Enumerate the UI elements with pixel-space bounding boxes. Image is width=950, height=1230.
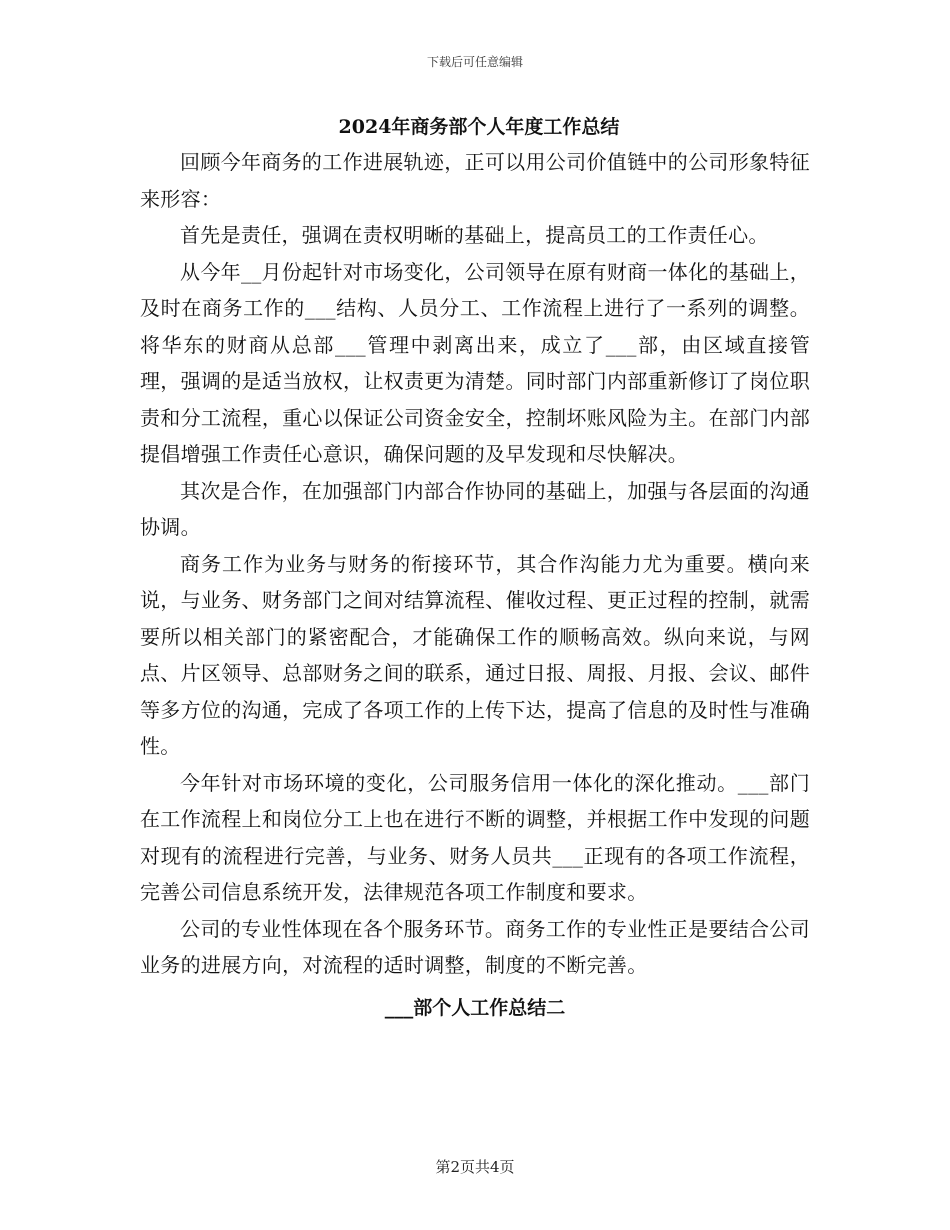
paragraph-professional: 公司的专业性体现在各个服务环节。商务工作的专业性正是要结合公司业务的进展方向，对流程的适时调整，制度的不断完善。 (140, 916, 810, 977)
section-subtitle: ___部个人工作总结二 (384, 996, 566, 1019)
document-title: 2024年商务部个人年度工作总结 (338, 116, 620, 138)
paragraph-intro: 回顾今年商务的工作进展轨迹，正可以用公司价值链中的公司形象特征来形容： (140, 150, 810, 211)
paragraph-adjustment: 从今年__月份起针对市场变化，公司领导在原有财商一体化的基础上，及时在商务工作的___结构、人员分工、工作流程上进行了一系列的调整。将华东的财商从总部___管理中剥离出来，成立了___部，由区域直接管理，强调的是适当放权，让权责更为清楚。同时部门内部重新修订了岗位职责和分工流程，重心以保证公司资金安全，控制坏账风险为主。在部门内部提倡增强工作责任心意识，确保问题的及早发现和尽快解决。 (140, 259, 810, 466)
paragraph-cooperation: 其次是合作，在加强部门内部合作协同的基础上，加强与各层面的沟通协调。 (140, 478, 810, 539)
page-number: 第2页共4页 (435, 1158, 515, 1176)
document-body (140, 112, 810, 1026)
paragraph-process: 今年针对市场环境的变化，公司服务信用一体化的深化推动。___部门在工作流程上和岗位分工上也在进行不断的调整，并根据工作中发现的问题对现有的流程进行完善，与业务、财务人员共___正现有的各项工作流程，完善公司信息系统开发，法律规范各项工作制度和要求。 (140, 770, 810, 904)
paragraph-responsibility: 首先是责任，强调在责权明晰的基础上，提高员工的工作责任心。 (180, 223, 769, 247)
header-note: 下载后可任意编辑 (426, 55, 523, 69)
paragraph-communication: 商务工作为业务与财务的衔接环节，其合作沟能力尤为重要。横向来说，与业务、财务部门之间对结算流程、催收过程、更正过程的控制，就需要所以相关部门的紧密配合，才能确保工作的顺畅高效。纵向来说，与网点、片区领导、总部财务之间的联系，通过日报、周报、月报、会议、邮件等多方位的沟通，完成了各项工作的上传下达，提高了信息的及时性与准确性。 (140, 551, 810, 758)
